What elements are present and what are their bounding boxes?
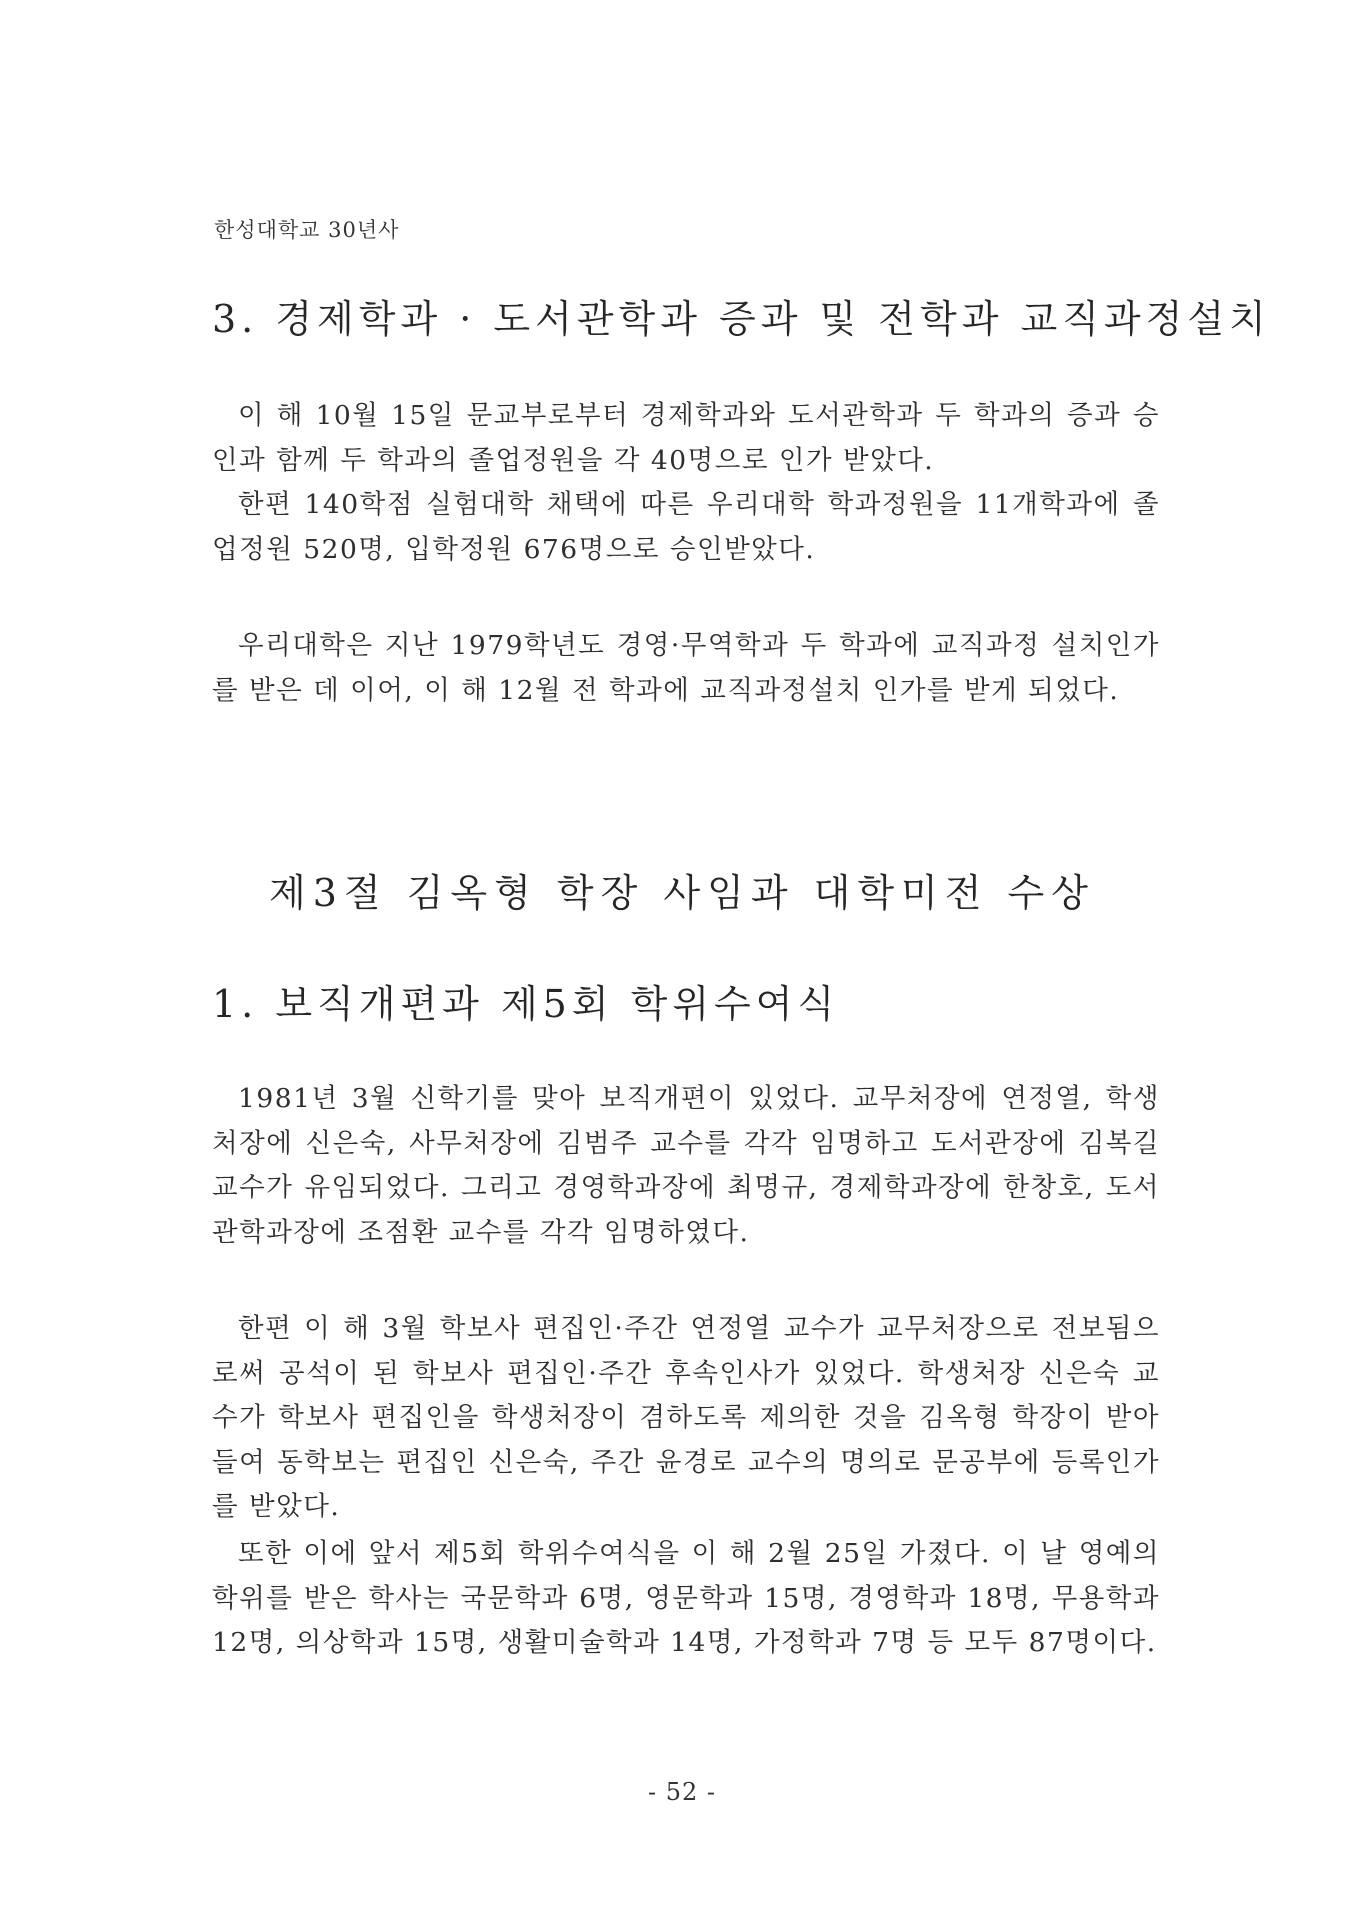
section-3-paragraph-1: 이 해 10월 15일 문교부로부터 경제학과와 도서관학과 두 학과의 증과 승인과 함께 두 학과의 졸업정원을 각 40명으로 인가 받았다.	[212, 400, 1160, 476]
section-1-heading: 1. 보직개편과 제5회 학위수여식	[212, 982, 840, 1026]
section-1-paragraph-1: 1981년 3월 신학기를 맞아 보직개편이 있었다. 교무처장에 연정열, 학생처장에 신은숙, 사무처장에 김범주 교수를 각각 임명하고 도서관장에 김복길 교수가 유임되었다. 그리고 경영학과장에 최명규, 경제학과장에 한창호, 도서관학과장에 조점환 교수를 각각 임명하였다.	[212, 1083, 1160, 1248]
chapter-heading: 제3절 김옥형 학장 사임과 대학미전 수상	[269, 871, 1095, 915]
page-number: - 52 -	[647, 1778, 716, 1806]
running-header: 한성대학교 30년사	[214, 218, 400, 242]
section-3-heading: 3. 경제학과 · 도서관학과 증과 및 전학과 교직과정설치	[212, 297, 1271, 341]
section-1-paragraph-2: 한편 이 해 3월 학보사 편집인·주간 연정열 교수가 교무처장으로 전보됨으로써 공석이 된 학보사 편집인·주간 후속인사가 있었다. 학생처장 신은숙 교수가 학보사 편집인을 학생처장이 겸하도록 제의한 것을 김옥형 학장이 받아들여 동학보는 편집인 신은숙, 주간 윤경로 교수의 명의로 문공부에 등록인가를 받았다.	[212, 1313, 1160, 1522]
section-3-paragraph-3: 우리대학은 지난 1979학년도 경영·무역학과 두 학과에 교직과정 설치인가를 받은 데 이어, 이 해 12월 전 학과에 교직과정설치 인가를 받게 되었다.	[212, 630, 1160, 706]
section-1-paragraph-3: 또한 이에 앞서 제5회 학위수여식을 이 해 2월 25일 가졌다. 이 날 영예의 학위를 받은 학사는 국문학과 6명, 영문학과 15명, 경영학과 18명, 무용학과 12명, 의상학과 15명, 생활미술학과 14명, 가정학과 7명 등 모두 87명이다.	[212, 1538, 1160, 1658]
section-3-paragraph-2: 한편 140학점 실험대학 채택에 따른 우리대학 학과정원을 11개학과에 졸업정원 520명, 입학정원 676명으로 승인받았다.	[212, 489, 1160, 565]
